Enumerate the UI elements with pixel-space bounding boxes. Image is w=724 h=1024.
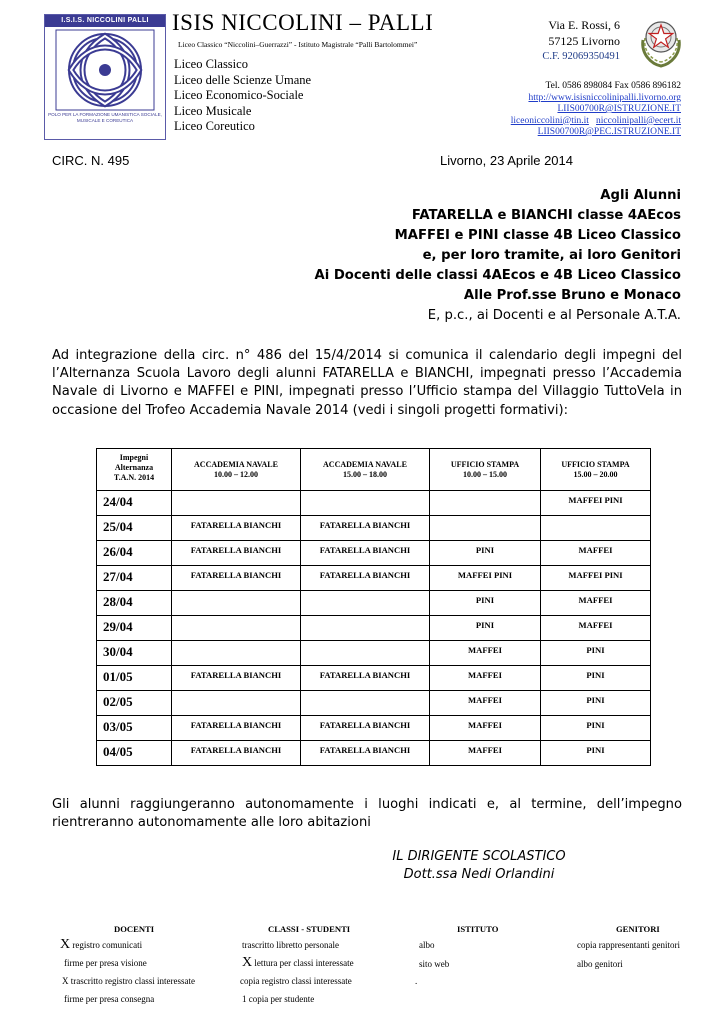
date-cell: 03/05 bbox=[97, 716, 172, 741]
table-cell: FATARELLA BIANCHI bbox=[301, 541, 430, 566]
distribution-item-label: lettura per classi interessate bbox=[254, 958, 354, 968]
header-time: 10.00 – 12.00 bbox=[214, 469, 258, 479]
website-link[interactable]: http://www.isisniccolinipalli.livorno.org bbox=[528, 92, 681, 103]
table-cell: PINI bbox=[430, 541, 541, 566]
table-cell: MAFFEI bbox=[541, 616, 651, 641]
email-tin-link[interactable]: liceoniccolini@tin.it bbox=[510, 115, 589, 126]
distribution-item bbox=[64, 994, 154, 1004]
signature-name: Dott.ssa Nedi Orlandini bbox=[403, 866, 555, 882]
table-cell: MAFFEI bbox=[430, 716, 541, 741]
table-cell: FATARELLA BIANCHI bbox=[301, 666, 430, 691]
table-cell: MAFFEI bbox=[430, 691, 541, 716]
recipient-line: E, p.c., ai Docenti e al Personale A.T.A. bbox=[427, 308, 681, 323]
table-cell bbox=[172, 691, 301, 716]
signature-role: IL DIRIGENTE SCOLASTICO bbox=[392, 849, 566, 864]
table-row bbox=[97, 491, 651, 516]
distribution-heading-genitori: GENITORI bbox=[616, 924, 660, 934]
liceo-item: Liceo Economico-Sociale bbox=[174, 88, 304, 102]
date-cell: 02/05 bbox=[97, 691, 172, 716]
header-cell bbox=[541, 449, 651, 491]
distribution-item bbox=[242, 994, 314, 1004]
distribution-item bbox=[60, 937, 142, 953]
distribution-item bbox=[240, 976, 352, 986]
table-cell: MAFFEI bbox=[430, 641, 541, 666]
table-cell bbox=[541, 516, 651, 541]
table-cell bbox=[172, 641, 301, 666]
distribution-item-label: firme per presa consegna bbox=[64, 994, 155, 1004]
table-cell: FATARELLA BIANCHI bbox=[301, 716, 430, 741]
distribution-item bbox=[242, 955, 354, 971]
logo-caption: POLO PER LA FORMAZIONE UMANISTICA SOCIALE, MUSICALE E COREUTICA bbox=[48, 112, 162, 123]
email-istruzione-link[interactable]: LIIS00700R@ISTRUZIONE.IT bbox=[557, 104, 681, 114]
distribution-item bbox=[577, 940, 680, 950]
header-time: 10.00 – 15.00 bbox=[463, 469, 507, 479]
table-row bbox=[97, 641, 651, 666]
table-row bbox=[97, 541, 651, 566]
check-mark: X bbox=[62, 976, 69, 986]
recipient-line: Alle Prof.sse Bruno e Monaco bbox=[463, 288, 681, 303]
header-line: Alternanza bbox=[114, 463, 154, 472]
fiscal-code: C.F. 92069350491 bbox=[542, 51, 620, 62]
table-header-row bbox=[97, 449, 651, 491]
distribution-item bbox=[415, 976, 417, 986]
table-cell bbox=[172, 591, 301, 616]
table-cell bbox=[301, 491, 430, 516]
distribution-item-label: . bbox=[415, 976, 418, 986]
school-logo bbox=[44, 14, 166, 140]
distribution-item-label: albo genitori bbox=[577, 959, 623, 969]
distribution-item-label: albo bbox=[419, 940, 435, 950]
table-cell bbox=[301, 691, 430, 716]
table-cell: FATARELLA BIANCHI bbox=[172, 666, 301, 691]
celtic-knot-logo-icon bbox=[55, 29, 155, 111]
date-cell: 01/05 bbox=[97, 666, 172, 691]
liceo-item: Liceo Coreutico bbox=[174, 119, 255, 133]
circular-number: CIRC. N. 495 bbox=[52, 153, 130, 168]
body-paragraph: Ad integrazione della circ. n° 486 del 15/4/2014 si comunica il calendario degli impegni del l’Alternanza Scuola Lavoro degli alunni FATARELLA e BIANCHI, impegnati presso l’Accademia Navale di Livorno e MAFFEI e PINI, impegnati presso l’Ufficio stampa del Villaggio TuttoVela in occasione del Trofeo Accademia Navale 2014 (vedi i singoli progetti formativi): bbox=[52, 348, 682, 418]
header-cell bbox=[172, 449, 301, 491]
table-row bbox=[97, 591, 651, 616]
header-time: 15.00 – 20.00 bbox=[573, 469, 618, 479]
date-cell: 30/04 bbox=[97, 641, 172, 666]
distribution-item bbox=[242, 940, 339, 950]
table-row bbox=[97, 516, 651, 541]
recipient-line: Agli Alunni bbox=[600, 188, 681, 203]
header-title: UFFICIO STAMPA bbox=[561, 459, 630, 469]
distribution-item bbox=[64, 958, 147, 968]
table-cell: MAFFEI bbox=[541, 541, 651, 566]
table-cell: PINI bbox=[430, 616, 541, 641]
header-line: T.A.N. 2014 bbox=[113, 473, 155, 482]
distribution-item bbox=[577, 959, 623, 969]
italian-republic-emblem-icon bbox=[637, 10, 685, 68]
table-cell: FATARELLA BIANCHI bbox=[172, 516, 301, 541]
email-ecert-link[interactable]: niccolinipalli@ecert.it bbox=[596, 115, 681, 126]
table-cell: MAFFEI bbox=[430, 666, 541, 691]
school-title: ISIS NICCOLINI – PALLI bbox=[172, 10, 434, 35]
table-cell: FATARELLA BIANCHI bbox=[172, 741, 301, 766]
distribution-item-label: copia registro classi interessate bbox=[240, 976, 352, 986]
table-row bbox=[97, 691, 651, 716]
table-cell: PINI bbox=[541, 641, 651, 666]
date-cell: 24/04 bbox=[97, 491, 172, 516]
recipient-line: FATARELLA e BIANCHI classe 4AEcos bbox=[411, 208, 681, 223]
table-cell bbox=[172, 616, 301, 641]
header-cell bbox=[430, 449, 541, 491]
check-mark: X bbox=[60, 937, 71, 952]
header-cell-impegni bbox=[97, 449, 172, 491]
liceo-item: Liceo Musicale bbox=[174, 103, 252, 118]
liceo-item: Liceo delle Scienze Umane bbox=[174, 72, 312, 87]
distribution-item-label: copia rappresentanti genitori bbox=[577, 940, 680, 950]
table-cell: PINI bbox=[430, 591, 541, 616]
distribution-item-label: trascritto registro classi interessate bbox=[70, 976, 195, 986]
liceo-item: Liceo Classico bbox=[174, 57, 248, 71]
distribution-item bbox=[419, 940, 435, 950]
table-cell: MAFFEI bbox=[541, 591, 651, 616]
table-row bbox=[97, 716, 651, 741]
distribution-heading-istituto: ISTITUTO bbox=[457, 924, 499, 934]
table-cell bbox=[301, 616, 430, 641]
signature-block bbox=[0, 848, 724, 883]
table-row bbox=[97, 616, 651, 641]
address-city: 57125 Livorno bbox=[548, 34, 620, 48]
distribution-item-label: 1 copia per studente bbox=[242, 994, 315, 1004]
distribution-item bbox=[62, 976, 195, 986]
date-cell: 25/04 bbox=[97, 516, 172, 541]
header-line: Impegni bbox=[119, 453, 149, 462]
table-cell bbox=[172, 491, 301, 516]
closing-paragraph: Gli alunni raggiungeranno autonomamente i luoghi indicati e, al termine, dell’impegno rientreranno autonomamente alle loro abitazioni bbox=[52, 797, 682, 830]
table-cell: PINI bbox=[541, 741, 651, 766]
date-cell: 04/05 bbox=[97, 741, 172, 766]
table-cell bbox=[430, 516, 541, 541]
recipient-line: e, per loro tramite, ai loro Genitori bbox=[422, 248, 681, 263]
header-title: ACCADEMIA NAVALE bbox=[323, 459, 407, 469]
distribution-item-label: registro comunicati bbox=[72, 940, 143, 950]
distribution-item bbox=[419, 959, 449, 969]
distribution-item-label: sito web bbox=[419, 959, 450, 969]
table-row bbox=[97, 566, 651, 591]
table-cell: FATARELLA BIANCHI bbox=[301, 566, 430, 591]
distribution-heading-docenti: DOCENTI bbox=[114, 924, 155, 934]
header-title: ACCADEMIA NAVALE bbox=[194, 459, 278, 469]
table-cell: PINI bbox=[541, 666, 651, 691]
header-cell bbox=[301, 449, 430, 491]
recipient-line: Ai Docenti delle classi 4AEcos e 4B Liceo Classico bbox=[314, 268, 681, 283]
header-title: UFFICIO STAMPA bbox=[450, 459, 520, 469]
table-cell: MAFFEI PINI bbox=[541, 566, 651, 591]
table-row bbox=[97, 666, 651, 691]
check-mark: X bbox=[242, 955, 253, 970]
distribution-item-label: trascritto libretto personale bbox=[242, 940, 339, 950]
table-cell: PINI bbox=[541, 691, 651, 716]
licei-list bbox=[174, 57, 311, 135]
schedule-table bbox=[96, 448, 651, 766]
table-cell bbox=[301, 591, 430, 616]
table-row bbox=[97, 741, 651, 766]
table-cell bbox=[430, 491, 541, 516]
date-cell: 28/04 bbox=[97, 591, 172, 616]
date-cell: 29/04 bbox=[97, 616, 172, 641]
distribution-heading-classi: CLASSI - STUDENTI bbox=[268, 924, 351, 934]
header-time: 15.00 – 18.00 bbox=[343, 469, 387, 479]
table-cell: FATARELLA BIANCHI bbox=[301, 741, 430, 766]
phone-fax: Tel. 0586 898084 Fax 0586 896182 bbox=[545, 81, 681, 91]
date-cell: 27/04 bbox=[97, 566, 172, 591]
date-cell: 26/04 bbox=[97, 541, 172, 566]
school-address bbox=[542, 17, 620, 65]
table-cell: FATARELLA BIANCHI bbox=[301, 516, 430, 541]
distribution-item-label: firme per presa visione bbox=[64, 958, 147, 968]
table-cell: MAFFEI PINI bbox=[430, 566, 541, 591]
address-street: Via E. Rossi, 6 bbox=[548, 18, 620, 32]
table-cell: PINI bbox=[541, 716, 651, 741]
table-cell: FATARELLA BIANCHI bbox=[172, 541, 301, 566]
circular-date: Livorno, 23 Aprile 2014 bbox=[440, 153, 573, 168]
pec-email-link[interactable]: LIIS00700R@PEC.ISTRUZIONE.IT bbox=[537, 127, 681, 137]
school-subtitle: Liceo Classico “Niccolini–Guerrazzi” - Istituto Magistrale “Palli Bartolommei” bbox=[178, 40, 418, 49]
table-cell: MAFFEI bbox=[430, 741, 541, 766]
logo-band-text: I.S.I.S. NICCOLINI PALLI bbox=[45, 15, 165, 27]
recipient-line: MAFFEI e PINI classe 4B Liceo Classico bbox=[394, 228, 681, 243]
table-cell bbox=[301, 641, 430, 666]
recipients-block bbox=[315, 186, 682, 326]
table-cell: FATARELLA BIANCHI bbox=[172, 566, 301, 591]
table-cell: FATARELLA BIANCHI bbox=[172, 716, 301, 741]
table-cell: MAFFEI PINI bbox=[541, 491, 651, 516]
school-contacts bbox=[511, 81, 681, 139]
